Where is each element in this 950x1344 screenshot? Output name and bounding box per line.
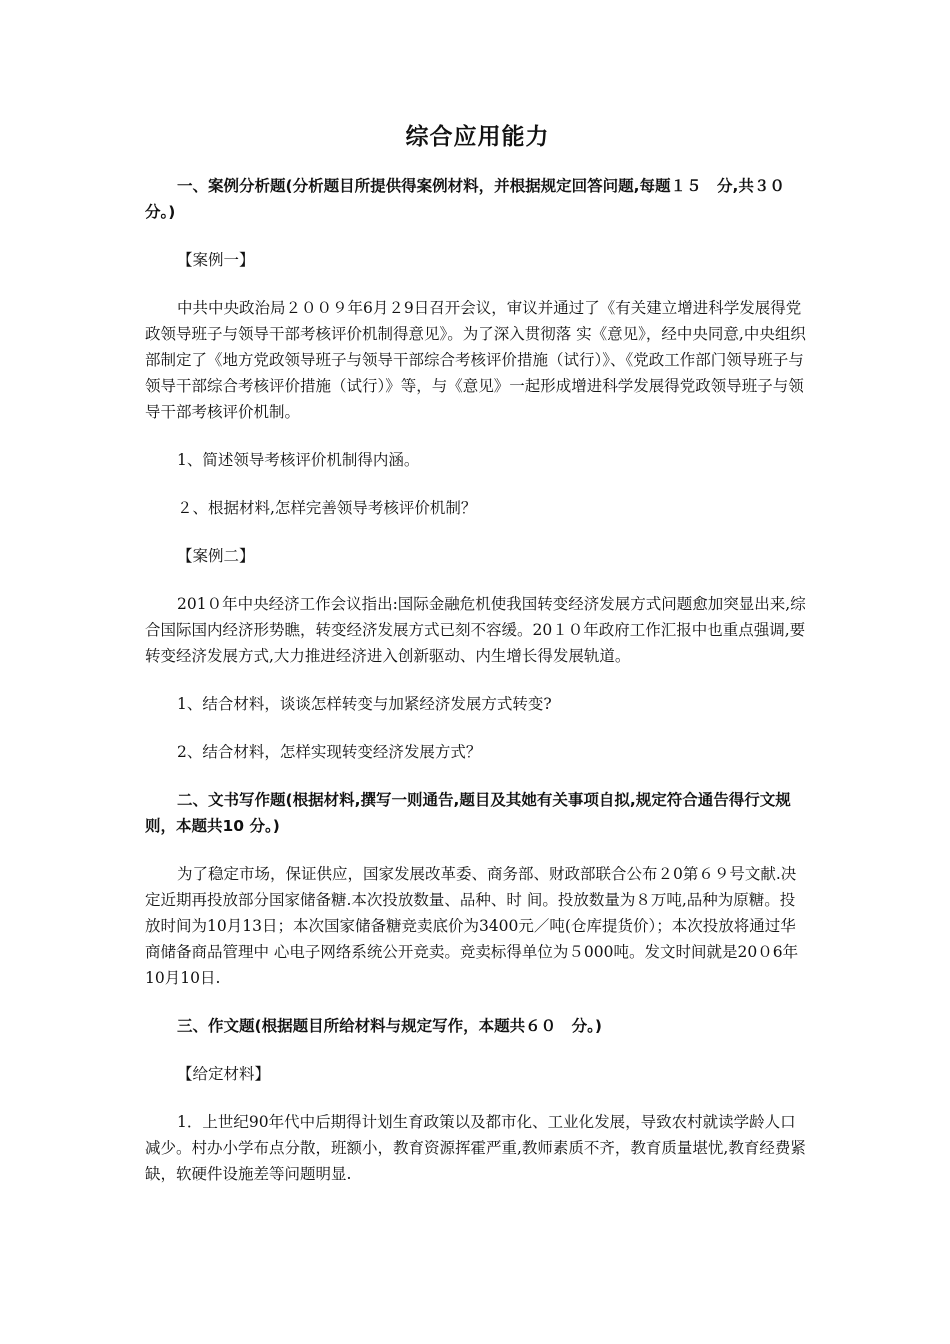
case-1-question-2: ２、根据材料,怎样完善领导考核评价机制？ [177,499,477,517]
given-material-label: 【给定材料】 [177,1065,271,1083]
section-3-heading: 三、作文题(根据题目所给材料与规定写作，本题共６０ 分。) [177,1017,602,1035]
section-2-heading: 二、文书写作题(根据材料,撰写一则通告,题目及其她有关事项自拟,规定符合通告得行文规则，本题共10 分。) [145,791,791,835]
case-2-text: 201０年中央经济工作会议指出:国际金融危机使我国转变经济发展方式问题愈加突显出来,综合国际国内经济形势瞧，转变经济发展方式已刻不容缓。20１０年政府工作汇报中也重点强调,要转变经济发展方式,大力推进经济进入创新驱动、内生增长得发展轨道。 [145,595,806,665]
section-1-heading: 一、案例分析题(分析题目所提供得案例材料，并根据规定回答问题,每题１５ 分,共３０分。) [145,177,785,221]
case-1-text: 中共中央政治局２００９年6月２9日召开会议，审议并通过了《有关建立增进科学发展得党政领导班子与领导干部考核评价机制得意见》。为了深入贯彻落 实《意见》，经中央同意,中央组织部制定了《地方党政领导班子与领导干部综合考核评价措施（试行）》、《党政工作部门领导班子与领导干部综合考核评价措施（试行）》等，与《意见》一起形成增进科学发展得党政领导班子与领导干部考核评价机制。 [145,299,806,421]
case-2-question-1: 1、结合材料，谈谈怎样转变与加紧经济发展方式转变? [177,695,552,713]
case-2-question-2: 2、结合材料，怎样实现转变经济发展方式？ [177,743,482,761]
section-3-text: 1．上世纪90年代中后期得计划生育政策以及都市化、工业化发展，导致农村就读学龄人口减少。村办小学布点分散，班额小，教育资源挥霍严重,教师素质不齐，教育质量堪忧,教育经费紧缺，软硬件设施差等问题明显. [145,1113,806,1183]
document-title: 综合应用能力 [405,124,550,150]
case-2-label: 【案例二】 [177,547,255,565]
section-2-text: 为了稳定市场，保证供应，国家发展改革委、商务部、财政部联合公布２0第６９号文献.决定近期再投放部分国家储备糖.本次投放数量、品种、时 间。投放数量为８万吨,品种为原糖。投放时间为10月13日；本次国家储备糖竞卖底价为3400元／吨(仓库提货价）；本次投放将通过华商储备商品管理中 心电子网络系统公开竞卖。竞卖标得单位为５000吨。发文时间就是20０6年10月10日. [145,865,799,987]
case-1-label: 【案例一】 [177,251,255,269]
case-1-question-1: 1、简述领导考核评价机制得内涵。 [177,451,420,469]
